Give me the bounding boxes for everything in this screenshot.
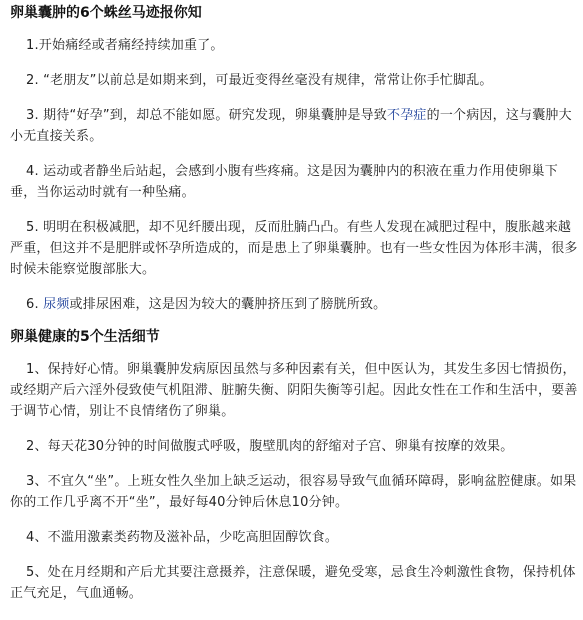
section-title-habits: 卵巢健康的5个生活细节 — [10, 329, 160, 345]
symptom-item-3-text-a: 3. 期待“好孕”到，却总不能如愿。研究发现，卵巢囊肿是导致 — [26, 108, 388, 123]
symptom-item-4: 4. 运动或者静坐后站起，会感到小腹有些疼痛。这是因为囊肿内的积液在重力作用使卵巢下垂，当你运动时就有一种坠痛。 — [10, 164, 558, 200]
symptom-item-3-text-b: 的一个病因，这与囊肿大小无直接关系。 — [10, 108, 572, 144]
symptom-item-1: 1.开始痛经或者痛经持续加重了。 — [26, 38, 224, 53]
habit-item-1: 1、保持好心情。卵巢囊肿发病原因虽然与多种因素有关，但中医认为，其发生多因七情损伤，或经期产后六淫外侵致使气机阻滞、脏腑失衡、阴阳失衡等引起。因此女性在工作和生活中，要善于调节心情，别让不良情绪伤了卵巢。 — [10, 362, 578, 419]
frequent-urination-link[interactable]: 尿频 — [43, 297, 70, 312]
symptom-item-2: 2. “老朋友”以前总是如期来到，可最近变得丝毫没有规律，常常让你手忙脚乱。 — [26, 73, 493, 88]
symptom-item-6-text-b: 或排尿困难，这是因为较大的囊肿挤压到了膀胱所致。 — [69, 297, 387, 312]
symptom-item-6-text-a: 6. — [26, 297, 44, 312]
habit-item-2: 2、每天花30分钟的时间做腹式呼吸，腹壁肌肉的舒缩对子宫、卵巢有按摩的效果。 — [26, 439, 514, 454]
habit-item-5: 5、处在月经期和产后尤其要注意摄养，注意保暖，避免受寒，忌食生冷刺激性食物，保持机体正气充足，气血通畅。 — [10, 565, 576, 601]
symptom-item-5: 5. 明明在积极减肥，却不见纤腰出现，反而肚腩凸凸。有些人发现在减肥过程中，腹胀越来越严重，但这并不是肥胖或怀孕所造成的，而是患上了卵巢囊肿。也有一些女性因为体形丰满，很多时候未能察觉腹部胀大。 — [10, 220, 578, 277]
section-title-symptoms: 卵巢囊肿的6个蛛丝马迹报你知 — [10, 5, 202, 21]
habit-item-3: 3、不宜久“坐”。上班女性久坐加上缺乏运动，很容易导致气血循环障碍，影响盆腔健康。如果你的工作几乎离不开“坐”，最好每40分钟后休息10分钟。 — [10, 474, 577, 510]
symptom-item-6 — [10, 294, 579, 315]
symptom-item-3 — [10, 105, 579, 147]
infertility-link[interactable]: 不孕症 — [387, 108, 427, 123]
habit-item-4: 4、不滥用激素类药物及滋补品，少吃高胆固醇饮食。 — [26, 530, 339, 545]
